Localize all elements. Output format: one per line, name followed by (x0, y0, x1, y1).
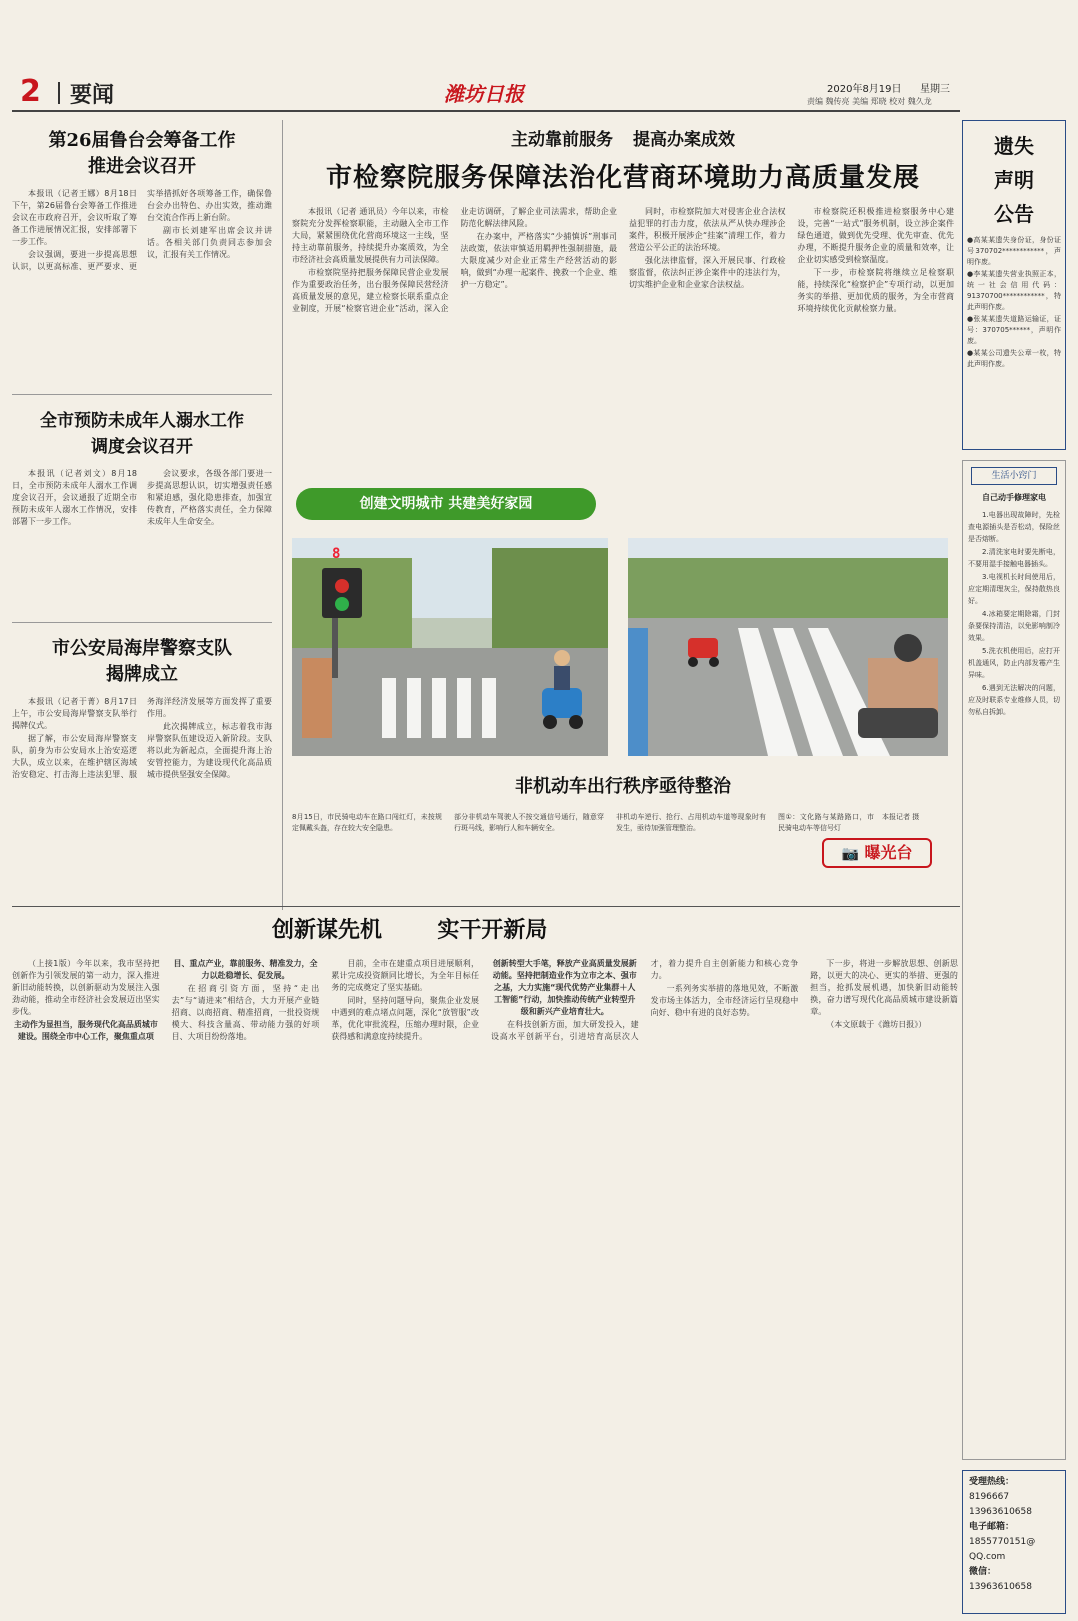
lead-kicker: 主动靠前服务 提高办案成效 (511, 130, 735, 150)
article-body (12, 188, 272, 368)
email-label: 电子邮箱： (969, 1522, 1015, 1532)
feature-caption-2: 部分非机动车驾驶人不按交通信号通行，随意穿行斑马线，影响行人和车辆安全。 (454, 813, 604, 832)
divider-bar (58, 82, 60, 104)
tips-title: 生活小窍门 (971, 467, 1057, 485)
article-body (12, 696, 272, 896)
tip-item: 3.电视机长时间使用后，应定期清理灰尘，保持散热良好。 (968, 573, 1060, 605)
lead-body (292, 206, 954, 462)
camera-icon: 📷 (841, 846, 859, 862)
bottom-headline-part1: 创新谋先机 (272, 917, 383, 943)
exposure-badge-text: 曝光台 (864, 843, 913, 862)
bottom-body (12, 958, 958, 1608)
tip-item: 5.洗衣机使用后，应打开机盖通风，防止内部发霉产生异味。 (968, 647, 1060, 679)
notice-title-1: 遗失 (994, 134, 1034, 158)
email-domain: QQ.com (969, 1552, 1006, 1562)
paragraph: 同时，市检察院加大对侵害企业合法权益犯罪的打击力度，依法从严从快办理涉企案件，积极开展涉企“挂案”清理工作，着力营造公平公正的法治环境。 (629, 207, 786, 252)
article-title-line2: 调度会议召开 (91, 437, 193, 457)
paper-name-logo: 潍坊日报 (444, 82, 524, 106)
paragraph: 本报讯（记者于菁）8月17日上午，市公安局海岸警察支队举行揭牌仪式。 (12, 697, 137, 730)
tip-item: 1.电器出现故障时，先检查电源插头是否松动，保险丝是否熔断。 (968, 511, 1060, 543)
feature-credit: 本报记者 摄 (882, 813, 920, 821)
paragraph: 在科技创新方面，加大研发投入，建设高水平创新平台，引进培育高层次人才，着力提升自主创新能力和核心竞争力。 (490, 959, 799, 1041)
notice-list (963, 231, 1065, 439)
issue-weekday: 星期三 (920, 84, 950, 95)
section-title: 要闻 (70, 83, 115, 108)
exposure-badge (822, 838, 932, 868)
signal-countdown: 8 (332, 546, 341, 562)
bottom-headline (12, 914, 958, 946)
issue-date: 2020年8月19日 (827, 84, 902, 95)
notice-item: ●李某某遗失营业执照正本，统一社会信用代码：91370700************，特此声明作废。 (967, 270, 1061, 311)
photo-crosswalk-image (628, 538, 948, 756)
paragraph: 会议要求，各级各部门要进一步提高思想认识，切实增强责任感和紧迫感，强化隐患排查，加强宣传教育，严格落实责任，全力保障未成年人生命安全。 (147, 469, 272, 526)
editor-credits: 责编 魏传亮 美编 郑晓 校对 魏久龙 (807, 97, 932, 106)
paragraph: 强化法律监督，深入开展民事、行政检察监督，依法纠正涉企案件中的违法行为，切实维护企业和企业家合法权益。 (629, 256, 786, 289)
notice-title-3: 公告 (994, 202, 1034, 226)
paragraph: 本报讯（记者 通讯员）今年以来，市检察院充分发挥检察职能，主动融入全市工作大局，紧紧围绕优化营商环境这一主线，坚持主动靠前服务，持续提升办案质效，为全市经济社会高质量发展提供有力司法保障。 (292, 207, 449, 264)
paragraph: （本文原载于《潍坊日报》） (826, 1020, 927, 1029)
photo-feature (292, 486, 954, 886)
photo-crosswalk (628, 538, 948, 756)
paragraph: 在办案中，严格落实“少捕慎诉”刑事司法政策，依法审慎适用羁押性强制措施，最大限度减少对企业正常生产经营活动的影响，做到“办理一起案件、挽救一个企业、维护一方稳定”。 (460, 232, 617, 289)
article-title: 市公安局海岸警察支队 (52, 638, 232, 659)
feature-caption-1: 8月15日，市民骑电动车在路口闯红灯，未按规定佩戴头盔，存在较大安全隐患。 (292, 813, 442, 832)
photo-intersection-image (292, 538, 608, 756)
paragraph: 据了解，市公安局海岸警察支队，前身为市公安局水上治安巡逻大队，成立以来，在维护辖区海域治安稳定、打击海上违法犯罪、服务海洋经济发展等方面发挥了重要作用。 (12, 697, 272, 779)
bottom-article (12, 914, 958, 1614)
vertical-rule (282, 120, 283, 910)
paragraph: （上接1版）今年以来，我市坚持把创新作为引领发展的第一动力，深入推进新旧动能转换，以创新驱动为发展注入强劲动能，推动全市经济社会发展迈出坚实步伐。 (12, 959, 160, 1016)
feature-caption-3: 非机动车逆行、抢行、占用机动车道等现象时有发生，亟待加强管理整治。 (616, 813, 766, 832)
paragraph: 会议强调，要进一步提高思想认识，以更高标准、更严要求、更实举措抓好各项筹备工作，确保鲁台会办出特色、办出实效，推动潍台交流合作再上新台阶。 (12, 189, 272, 271)
article-coast-police (12, 636, 272, 906)
article-title-line2: 推进会议召开 (88, 156, 196, 177)
tip-item: 6.遇到无法解决的问题，应及时联系专业维修人员，切勿私自拆卸。 (968, 684, 1060, 716)
paragraph: 一系列务实举措的落地见效，不断激发市场主体活力，全市经济运行呈现稳中向好、稳中有进的良好态势。 (650, 984, 799, 1017)
paragraph: 副市长刘建军出席会议并讲话。各相关部门负责同志参加会议，汇报有关工作情况。 (147, 226, 272, 259)
article-title-line2: 揭牌成立 (106, 664, 178, 685)
paragraph: 下一步，将进一步解放思想、创新思路，以更大的决心、更实的举措、更强的担当，抢抓发展机遇，加快新旧动能转换，奋力谱写现代化高品质城市建设新篇章。 (810, 959, 958, 1016)
tip-item: 2.清洗家电时要先断电，不要用湿手接触电器插头。 (968, 548, 1060, 568)
page-number: 2 (20, 74, 41, 109)
paragraph: 此次揭牌成立，标志着我市海岸警察队伍建设迈入新阶段。支队将以此为新起点，全面提升海上治安管控能力，为建设现代化高品质城市提供坚强安全保障。 (147, 722, 272, 779)
bottom-headline-part2: 实干开新局 (437, 917, 548, 943)
notice-item: ●张某某遗失道路运输证，证号：370705******，声明作废。 (967, 315, 1061, 345)
paragraph: 本报讯（记者刘文）8月18日，全市预防未成年人溺水工作调度会议召开，会议通报了近期全市预防未成年人溺水工作情况，安排部署下一步工作。 (12, 469, 137, 526)
lead-article (292, 128, 954, 468)
email-address: 1855770151@ (969, 1537, 1036, 1547)
feature-headline: 非机动车出行秩序亟待整治 (515, 776, 731, 797)
wechat-id: 13963610658 (969, 1582, 1032, 1592)
column-divider (12, 394, 272, 395)
paragraph: 创新转型大手笔，释放产业高质量发展新动能。坚持把制造业作为立市之本、强市之基，大力实施“现代优势产业集群＋人工智能”行动，加快推动传统产业转型升级和新兴产业培育壮大。 (492, 959, 637, 1016)
paragraph: 同时，坚持问题导向，聚焦企业发展中遇到的难点堵点问题，深化“放管服”改革，优化审批流程，压缩办理时限，企业获得感和满意度持续提升。 (331, 996, 479, 1041)
notice-title-2: 声明 (994, 168, 1034, 192)
tips-list (963, 505, 1065, 1453)
tips-box (962, 460, 1066, 1460)
feature-banner (296, 488, 596, 520)
lead-headline: 市检察院服务保障法治化营商环境助力高质量发展 (325, 163, 920, 193)
article-lutai-conference (12, 128, 272, 378)
notice-box (962, 120, 1066, 450)
wechat-label: 微信： (969, 1567, 997, 1577)
banner-text: 创建文明城市 共建美好家园 (359, 496, 533, 512)
section-rule (12, 906, 960, 907)
sidebar (962, 120, 1066, 1614)
column-divider (12, 622, 272, 623)
paragraph: 市检察院坚持把服务保障民营企业发展作为重要政治任务，出台服务保障民营经济高质量发展的意见，建立检察长联系重点企业制度，开展“检察官进企业”活动，深入企业走访调研，了解企业司法需求，帮助企业防范化解法律风险。 (292, 207, 617, 313)
feature-credit-note: 图①：文化路与某路路口，市民骑电动车等信号灯 (778, 813, 874, 832)
hotline-number-2: 13963610658 (969, 1507, 1032, 1517)
article-title: 全市预防未成年人溺水工作 (40, 411, 244, 431)
paragraph: 目前，全市在建重点项目进展顺利，累计完成投资额同比增长，为全年目标任务的完成奠定了坚实基础。 (331, 959, 479, 992)
header-rule (12, 110, 960, 112)
photo-intersection (292, 538, 608, 756)
notice-item: ●某某公司遗失公章一枚，特此声明作废。 (967, 349, 1061, 368)
notice-item: ●高某某遗失身份证，身份证号370702************，声明作废。 (967, 236, 1061, 266)
tips-subtitle: 自己动手修理家电 (982, 493, 1046, 502)
paragraph: 本报讯（记者王娜）8月18日下午，第26届鲁台会筹备工作推进会议在市政府召开，会议听取了筹备工作进展情况汇报，安排部署下一步工作。 (12, 189, 137, 246)
paragraph: 下一步，市检察院将继续立足检察职能，持续深化“检察护企”专项行动，以更加务实的举措、更加优质的服务，为全市营商环境持续优化贡献检察力量。 (797, 268, 954, 313)
paragraph: 主动作为显担当，服务现代化高品质城市建设。围绕全市中心工作，聚焦重点项目、重点产业，靠前服务、精准发力，全力以赴稳增长、促发展。 (13, 959, 318, 1041)
article-body (12, 468, 272, 598)
paragraph: 市检察院还积极推进检察服务中心建设，完善“一站式”服务机制，设立涉企案件绿色通道，做到优先受理、优先审查、优先办理，不断提升服务企业的质量和效率，让企业切实感受到检察温度。 (797, 207, 954, 264)
hotline-number-1: 8196667 (969, 1492, 1010, 1502)
tip-item: 4.冰箱要定期除霜，门封条要保持清洁，以免影响制冷效果。 (968, 610, 1060, 642)
hotline-label: 受理热线： (969, 1477, 1015, 1487)
article-title: 第26届鲁台会筹备工作 (48, 130, 236, 151)
contact-box (962, 1470, 1066, 1614)
paragraph: 在招商引资方面，坚持“走出去”与“请进来”相结合，大力开展产业链招商、以商招商、精准招商，一批投资规模大、科技含量高、带动能力强的好项目、大项目纷纷落地。 (171, 984, 320, 1041)
page-header (12, 74, 1066, 109)
article-drowning-prevention (12, 408, 272, 608)
